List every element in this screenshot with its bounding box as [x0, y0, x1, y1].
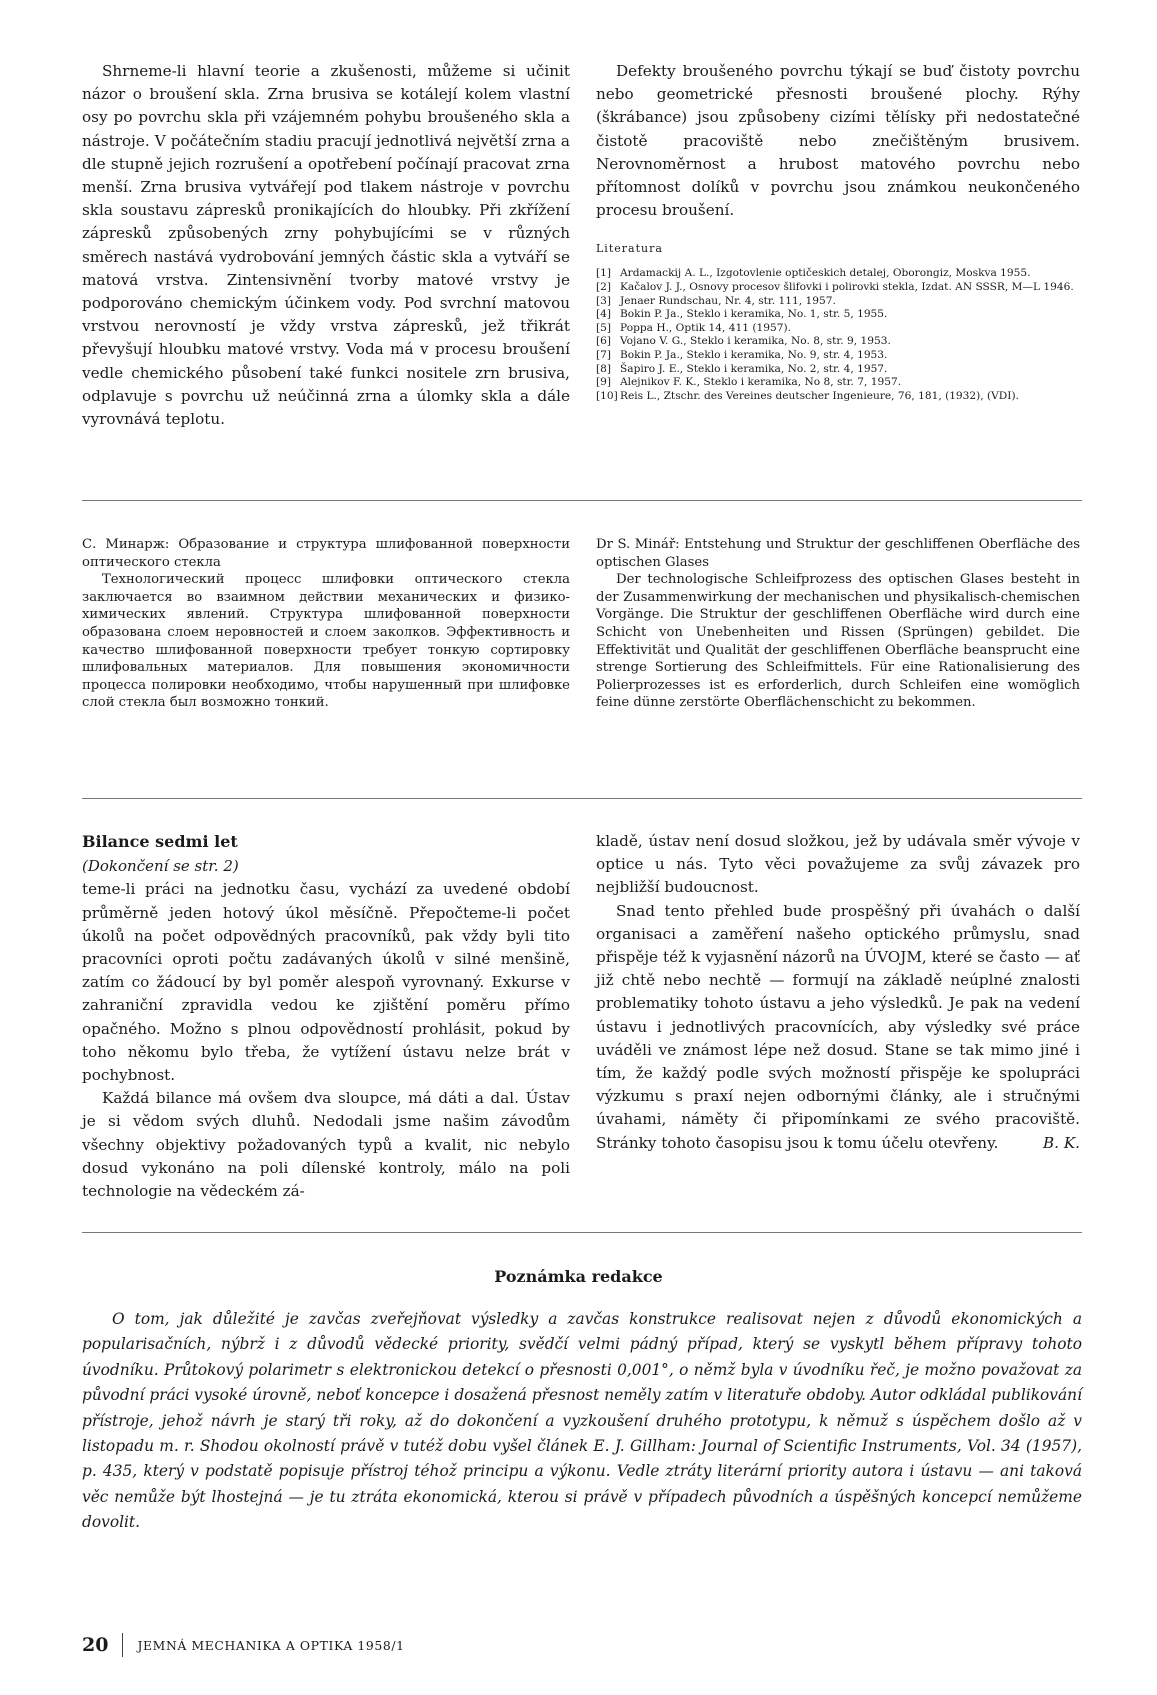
editorial-note-text: O tom, jak důležité je zavčas zveřejňovat výsledky a zavčas konstrukce realisovat nejen z důvodů ekonomických a popularisačních, nýbrž i z důvodů vědecké priority, svědčí velmi pádný případ, který se vyskytl během přípravy tohoto úvodníku. Průtokový polarimetr s elektronickou detekcí o přesnosti 0,001°, o němž byla v úvodníku řeč, je možno považovat za původní práci vysoké úrovně, neboť koncepce i dosažená přesnost neměly zatím v literatuře obdoby. Autor odkládal publikování přístroje, jehož návrh je starý tři roky, až do dokončení a vyzkoušení druhého prototypu, k němuž s úspěchem došlo až v listopadu m. r. Shodou okolností právě v tutéž dobu vyšel článek E. J. Gillham: Journal of Scientific Instruments, Vol. 34 (1957), p. 435, který v podstatě popisuje přístroj téhož principu a výkonu. Vedle ztráty literární priority autora i ústavu — ani taková věc nemůže být lhostejná — je tu ztráta ekonomická, kterou si právě v případech původních a úspěšných koncepcí nemůžeme dovolit.: [82, 1310, 1082, 1532]
german-abstract: [596, 536, 1080, 712]
literature-ref: [7] Bokin P. Ja., Steklo i keramika, No. 9, str. 4, 1953.: [596, 348, 888, 361]
page-number: 20: [82, 1634, 109, 1656]
divider: [82, 500, 1082, 501]
bilance-signature: B. K.: [1043, 1133, 1080, 1152]
bilance-paragraph: Snad tento přehled bude prospěšný při úvahách o další organisaci a zaměření našeho optického průmyslu, snad přispěje též k vyjasnění názorů na ÚVOJM, které se často — ať již chtě nebo nechtě — formují na základě neúplné znalosti problematiky tohoto ústavu a jeho výsledků. Je pak na vedení ústavu i jednotlivých pracovnících, aby výsledky své práce uváděli ve známost lépe než dosud. Stane se tak mimo jiné i tím, že každý podle svých možností přispěje ke spolupráci výzkumu s praxí nejen odbornými články, ale i stručnými úvahami, náměty či připomínkami ze svého pracoviště. Stránky tohoto časopisu jsou k tomu účelu otevřeny. B. K.: [596, 900, 1080, 1155]
page-footer: [82, 1633, 405, 1657]
literature-list: [596, 267, 1080, 403]
bilance-right-column: [596, 830, 1080, 1155]
literature-ref: [8] Šapiro J. E., Steklo i keramika, No. 2, str. 4, 1957.: [596, 362, 888, 375]
literature-ref: [4] Bokin P. Ja., Steklo i keramika, No. 1, str. 5, 1955.: [596, 308, 888, 321]
bilance-left-column: [82, 830, 570, 1203]
german-abstract-body: Der technologische Schleifprozess des optischen Glases besteht in der Zusammenwirkung der mechanischen und physikalisch-chemischen Vorgänge. Die Struktur der geschliffenen Oberfläche wird durch eine Schicht von Unebenheiten und Rissen (Sprüngen) gebildet. Die Effektivität und Qualität der geschliffenen Oberfläche beansprucht eine strenge Sortierung des Schleifmittels. Für eine Rationalisierung des Polierprozesses ist es erforderlich, durch Schleifen eine womöglich feine dünne zerstörte Oberflächenschicht zu bekommen.: [596, 572, 1080, 711]
bilance-paragraph: kladě, ústav není dosud složkou, jež by udávala směr vývoje v optice u nás. Tyto věci považujeme za svůj závazek pro nejbližší budoucnost.: [596, 832, 1080, 897]
literature-ref: [5] Poppa H., Optik 14, 411 (1957).: [596, 321, 791, 334]
literature-ref: [3] Jenaer Rundschau, Nr. 4, str. 111, 1957.: [596, 294, 836, 307]
literature-ref: [2] Kačalov J. J., Osnovy procesov šlifovki i polirovki stekla, Izdat. AN SSSR, M—L 1946.: [596, 281, 1074, 294]
bilance-continued: (Dokončení se str. 2): [82, 857, 239, 876]
russian-abstract-body: Технологический процесс шлифовки оптического стекла заключается во взаимном действии механических и физико-химических явлений. Структура шлифованной поверхности образована слоем неровностей и слоем заколков. Эффективность и качество шлифованной поверхности требует тонкую сортировку шлифовальных материалов. Для повышения экономичности процесса полировки необходимо, чтобы нарушенный при шлифовке слой стекла был возможно тонкий.: [82, 572, 570, 711]
defects-paragraph: Defekty broušeného povrchu týkají se buď čistoty povrchu nebo geometrické přesnosti broušené plochy. Rýhy (škrábance) jsou způsobeny cizími tělísky při nedostatečné čistotě pracoviště nebo znečištěným brusivem. Nerovnoměrnost a hrubost matového povrchu nebo přítomnost dolíků v povrchu jsou známkou neukončeného procesu broušení.: [596, 62, 1080, 220]
footer-separator: [122, 1633, 123, 1657]
article-end-left-column: [82, 60, 570, 431]
russian-abstract-title: С. Минарж: Образование и структура шлифованной поверхности оптического стекла: [82, 537, 570, 570]
literature-ref: [6] Vojano V. G., Steklo i keramika, No. 8, str. 9, 1953.: [596, 335, 891, 348]
bilance-heading: Bilance sedmi let: [82, 832, 238, 851]
literature-ref: [1] Ardamackij A. L., Izgotovlenie optičeskich detalej, Oborongiz, Moskva 1955.: [596, 267, 1031, 280]
article-paragraph: Shrneme-li hlavní teorie a zkušenosti, můžeme si učinit názor o broušení skla. Zrna brusiva se kotálejí kolem vlastní osy po povrchu skla při vzájemném pohybu broušeného skla a nástroje. V počátečním stadiu pracují jednotlivá největší zrna a dle stupně jejich rozrušení a opotřebení počínají pracovat zrna menší. Zrna brusiva vytvářejí pod tlakem nástroje v povrchu skla soustavu zápresků pronikajících do hloubky. Při zkřížení zápresků způsobených zrny pohybujícími se v různých směrech nastává vydrobování jemných částic skla a vytváří se matová vrstva. Zintensivnění tvorby matové vrstvy je podporováno chemickým účinkem vody. Pod svrchní matovou vrstvou nerovností je vždy vrstva zápresků, jež třikrát převyšují hloubku matové vrstvy. Voda má v procesu broušení vedle chemického působení také funkci nositele zrn brusiva, odplavuje s povrchu už neúčinná zrna a úlomky skla a dále vyrovnává teplotu.: [82, 62, 570, 429]
divider: [82, 1232, 1082, 1233]
german-abstract-title: Dr S. Minář: Entstehung und Struktur der geschliffenen Oberfläche des optischen Glases: [596, 537, 1080, 570]
journal-name: JEMNÁ MECHANIKA A OPTIKA 1958/1: [137, 1637, 405, 1653]
editorial-note-title: Poznámka redakce: [494, 1267, 663, 1286]
divider: [82, 798, 1082, 799]
literature-label: Literatura: [596, 242, 663, 256]
literature-ref: [9] Alejnikov F. K., Steklo i keramika, No 8, str. 7, 1957.: [596, 376, 902, 389]
literature-ref: [10] Reis L., Ztschr. des Vereines deutscher Ingenieure, 76, 181, (1932), (VDI).: [596, 389, 1019, 402]
bilance-paragraph: teme-li práci na jednotku času, vychází za uvedené období průměrně jeden hotový úkol měsíčně. Přepočteme-li počet úkolů na počet odpovědných pracovníků, pak vždy byli tito pracovníci oproti počtu zadávaných úkolů v silné menšině, zatím co žádoucí by byl poměr alespoň vyrovnaný. Exkurse v zahraniční zpravidla vedou ke zjištění poměru přímo opačného. Možno s plnou odpovědností prohlásit, pokud by toho někomu bylo třeba, že vytížení ústavu nelze brát v pochybnost.: [82, 880, 570, 1085]
bilance-paragraph: Každá bilance má ovšem dva sloupce, má dáti a dal. Ústav je si vědom svých dluhů. Nedodali jsme našim závodům všechny objektivy požadovaných typů a kvalit, nic nebylo dosud vykonáno na poli dílenské kontroly, málo na poli technologie na vědeckém zá-: [82, 1089, 570, 1201]
article-end-right-column: [596, 60, 1080, 403]
russian-abstract: [82, 536, 570, 712]
